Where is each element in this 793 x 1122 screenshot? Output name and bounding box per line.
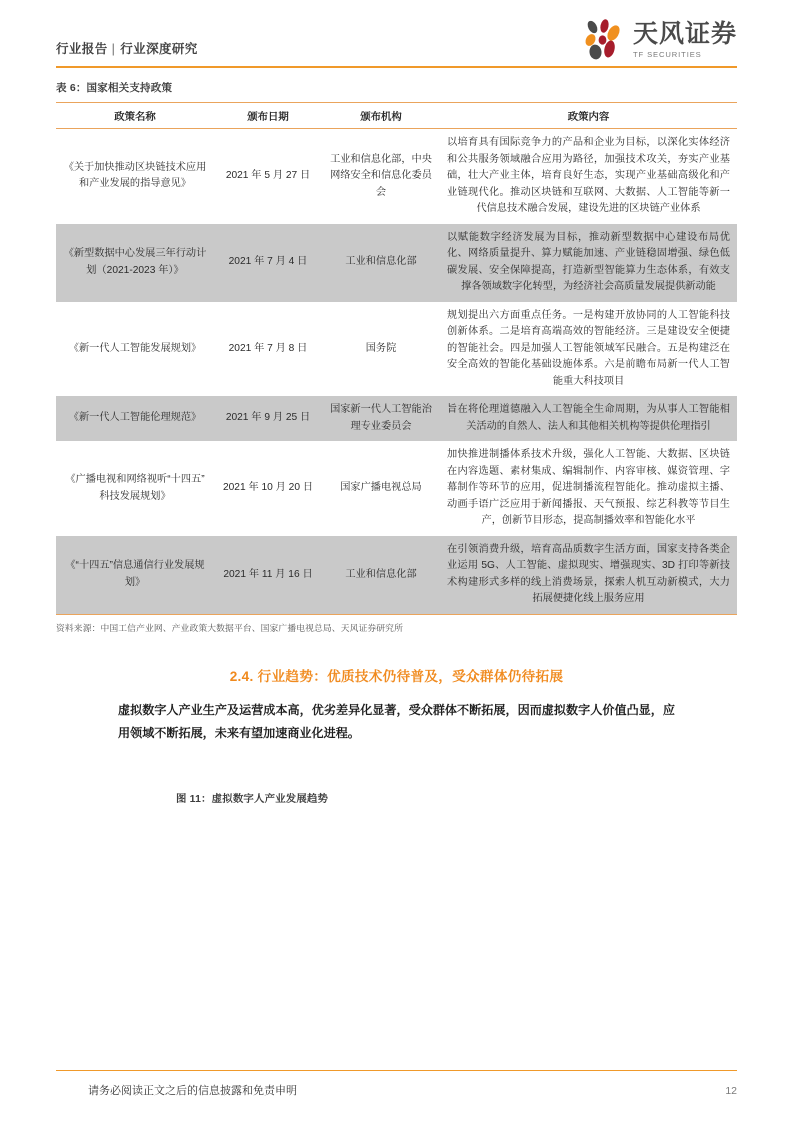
section-block	[56, 665, 737, 744]
cell-issue-date: 2021 年 9 月 25 日	[214, 396, 322, 441]
cell-policy-content: 以赋能数字经济发展为目标，推动新型数据中心建设布局优化、网络质量提升、算力赋能加速、产业链稳固增强、绿色低碳发展、安全保障提高，打造新型智能算力生态体系，有效支撑各领域数字化转型，为经济社会高质量发展提供新动能	[440, 224, 737, 302]
page-header	[56, 0, 737, 66]
column-header-issue-date: 颁布日期	[214, 103, 322, 129]
cell-issue-date: 2021 年 7 月 8 日	[214, 302, 322, 397]
logo-chinese-name: 天风证券	[632, 19, 737, 49]
cell-issue-date: 2021 年 5 月 27 日	[214, 129, 322, 224]
figure-caption: 图 11：虚拟数字人产业发展趋势	[176, 793, 329, 805]
cell-policy-content: 在引领消费升级，培育高品质数字生活方面，国家支持各类企业运用 5G、人工智能、虚拟现实、增强现实、3D 打印等新技术构建形式多样的线上消费场景，探索人机互动新模式，大力拓展便捷化线上服务应用	[440, 536, 737, 614]
logo-english-name: TF SECURITIES	[632, 49, 702, 59]
cell-policy-name: 《关于加快推动区块链技术应用和产业发展的指导意见》	[56, 129, 214, 224]
footer-row	[56, 1082, 737, 1098]
table-header-row	[56, 103, 737, 129]
cell-policy-name: 《新一代人工智能发展规划》	[56, 302, 214, 397]
header-report-type: 行业报告	[56, 42, 108, 56]
cell-issuing-body: 国务院	[322, 302, 440, 397]
header-separator: |	[111, 42, 116, 56]
table-row	[56, 224, 737, 302]
cell-issuing-body: 国家新一代人工智能治理专业委员会	[322, 396, 440, 441]
column-header-policy-content: 政策内容	[440, 103, 737, 129]
table-source-note: 资料来源：中国工信产业网、产业政策大数据平台、国家广播电视总局、天风证券研究所	[56, 623, 403, 634]
logo-wordmark	[633, 21, 737, 58]
table-row	[56, 129, 737, 224]
cell-policy-content: 加快推进制播体系技术升级，强化人工智能、大数据、区块链在内容选题、素材集成、编辑制作、内容审核、媒资管理、字幕制作等环节的应用，促进制播流程智能化。推动虚拟主播、动画手语广泛应用于新闻播报、天气预报、综艺科教等节目生产，创新节目形态，提高制播效率和智能化水平	[440, 441, 737, 536]
table-caption: 表 6：国家相关支持政策	[56, 82, 173, 94]
cell-policy-name: 《新型数据中心发展三年行动计划（2021-2023 年）》	[56, 224, 214, 302]
policy-table	[56, 102, 737, 614]
cell-policy-name: 《新一代人工智能伦理规范》	[56, 396, 214, 441]
cell-policy-content: 以培育具有国际竞争力的产品和企业为目标，以深化实体经济和公共服务领域融合应用为路径，加强技术攻关，夯实产业基础，壮大产业主体，培育良好生态，实现产业基础高级化和产业链现代化。推动区块链和互联网、大数据、人工智能等新一代信息技术融合发展，建设先进的区块链产业体系	[440, 129, 737, 224]
footer-disclaimer: 请务必阅读正文之后的信息披露和免责申明	[88, 1085, 297, 1097]
header-breadcrumb	[56, 39, 198, 66]
cell-policy-name: 《“十四五”信息通信行业发展规划》	[56, 536, 214, 614]
page-footer	[56, 1070, 737, 1098]
cell-issuing-body: 工业和信息化部	[322, 224, 440, 302]
cell-policy-content: 规划提出六方面重点任务。一是构建开放协同的人工智能科技创新体系。二是培育高端高效的智能经济。三是建设安全便捷的智能社会。四是加强人工智能领域军民融合。五是构建泛在安全高效的智能化基础设施体系。六是前瞻布局新一代人工智能重大科技项目	[440, 302, 737, 397]
table-row	[56, 396, 737, 441]
section-heading: 2.4. 行业趋势：优质技术仍待普及，受众群体仍待拓展	[229, 669, 564, 685]
page-number: 12	[725, 1085, 737, 1097]
section-paragraph: 虚拟数字人产业生产及运营成本高，优劣差异化显著，受众群体不断拓展，因而虚拟数字人价值凸显，应用领域不断拓展，未来有望加速商业化进程。	[118, 703, 675, 740]
column-header-policy-name: 政策名称	[56, 103, 214, 129]
cell-issuing-body: 国家广播电视总局	[322, 441, 440, 536]
cell-issuing-body: 工业和信息化部，中央网络安全和信息化委员会	[322, 129, 440, 224]
column-header-issuing-body: 颁布机构	[322, 103, 440, 129]
table-row	[56, 441, 737, 536]
cell-issue-date: 2021 年 11 月 16 日	[214, 536, 322, 614]
cell-policy-name: 《广播电视和网络视听“十四五”科技发展规划》	[56, 441, 214, 536]
cell-policy-content: 旨在将伦理道德融入人工智能全生命周期，为从事人工智能相关活动的自然人、法人和其他相关机构等提供伦理指引	[440, 396, 737, 441]
header-divider	[56, 66, 737, 68]
header-report-subtype: 行业深度研究	[120, 42, 198, 56]
cell-issue-date: 2021 年 10 月 20 日	[214, 441, 322, 536]
footer-divider	[56, 1070, 737, 1071]
table-bottom-divider	[56, 614, 737, 615]
table-row	[56, 536, 737, 614]
table-row	[56, 302, 737, 397]
cell-issuing-body: 工业和信息化部	[322, 536, 440, 614]
company-logo	[580, 18, 737, 66]
cell-issue-date: 2021 年 7 月 4 日	[214, 224, 322, 302]
tf-securities-logo-icon	[580, 18, 626, 62]
